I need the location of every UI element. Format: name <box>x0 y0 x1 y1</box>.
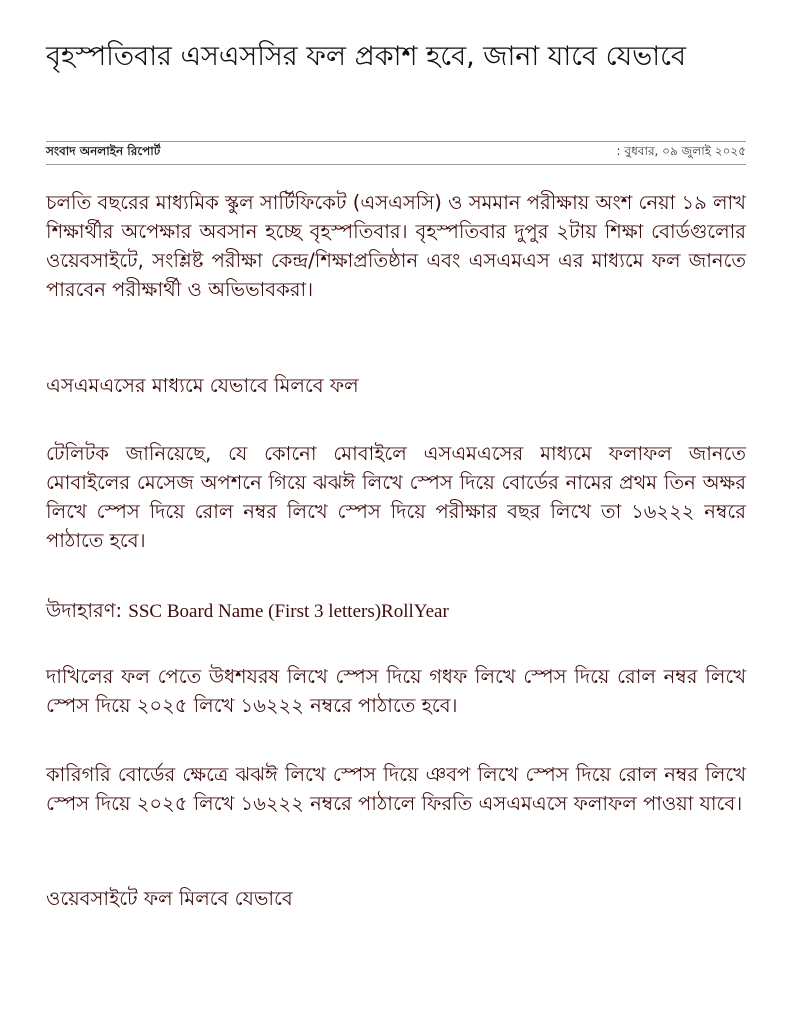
article-headline: বৃহস্পতিবার এসএসসির ফল প্রকাশ হবে, জানা যাবে যেভাবে <box>46 41 686 72</box>
article <box>46 40 746 910</box>
example-line <box>46 596 449 626</box>
paragraph-dakhil: দাখিলের ফল পেতে উধশযরষ লিখে স্পেস দিয়ে গধফ লিখে স্পেস দিয়ে রোল নম্বর লিখে স্পেস দিয়ে ২০২৫ লিখে ১৬২২২ নম্বরে পাঠাতে হবে। <box>46 665 746 717</box>
example-label: উদাহারণ: <box>46 599 129 622</box>
example-value: SSC Board Name (First 3 letters)RollYear <box>128 601 449 622</box>
article-meta-bar <box>46 141 746 165</box>
paragraph-sms: টেলিটক জানিয়েছে, যে কোনো মোবাইলে এসএমএসের মাধ্যমে ফলাফল জানতে মোবাইলের মেসেজ অপশনে গিয়ে ঝঝঈ লিখে স্পেস দিয়ে বোর্ডের নামের প্রথম তিন অক্ষর লিখে স্পেস দিয়ে রোল নম্বর লিখে স্পেস দিয়ে পরীক্ষার বছর লিখে তা ১৬২২২ নম্বরে পাঠাতে হবে। <box>46 442 746 552</box>
subheading-website: ওয়েবসাইটে ফল মিলবে যেভাবে <box>46 887 293 910</box>
article-author: সংবাদ অনলাইন রিপোর্ট <box>46 144 161 158</box>
subheading-sms: এসএমএসের মাধ্যমে যেভাবে মিলবে ফল <box>46 374 359 397</box>
paragraph-technical: কারিগরি বোর্ডের ক্ষেত্রে ঝঝঈ লিখে স্পেস দিয়ে ঞবপ লিখে স্পেস দিয়ে রোল নম্বর লিখে স্পেস দিয়ে ২০২৫ লিখে ১৬২২২ নম্বরে পাঠালে ফিরতি এসএমএসে ফলাফল পাওয়া যাবে। <box>46 763 746 815</box>
paragraph-intro: চলতি বছরের মাধ্যমিক স্কুল সার্টিফিকেট (এসএসসি) ও সমমান পরীক্ষায় অংশ নেয়া ১৯ লাখ শিক্ষার্থীর অপেক্ষার অবসান হচ্ছে বৃহস্পতিবার। বৃহস্পতিবার দুপুর ২টায় শিক্ষা বোর্ডগুলোর ওয়েবসাইটে, সংশ্লিষ্ট পরীক্ষা কেন্দ্র/শিক্ষাপ্রতিষ্ঠান এবং এসএমএস এর মাধ্যমে ফল জানতে পারবেন পরীক্ষার্থী ও অভিভাবকরা। <box>46 191 746 301</box>
article-date: : বুধবার, ০৯ জুলাই ২০২৫ <box>616 144 746 158</box>
